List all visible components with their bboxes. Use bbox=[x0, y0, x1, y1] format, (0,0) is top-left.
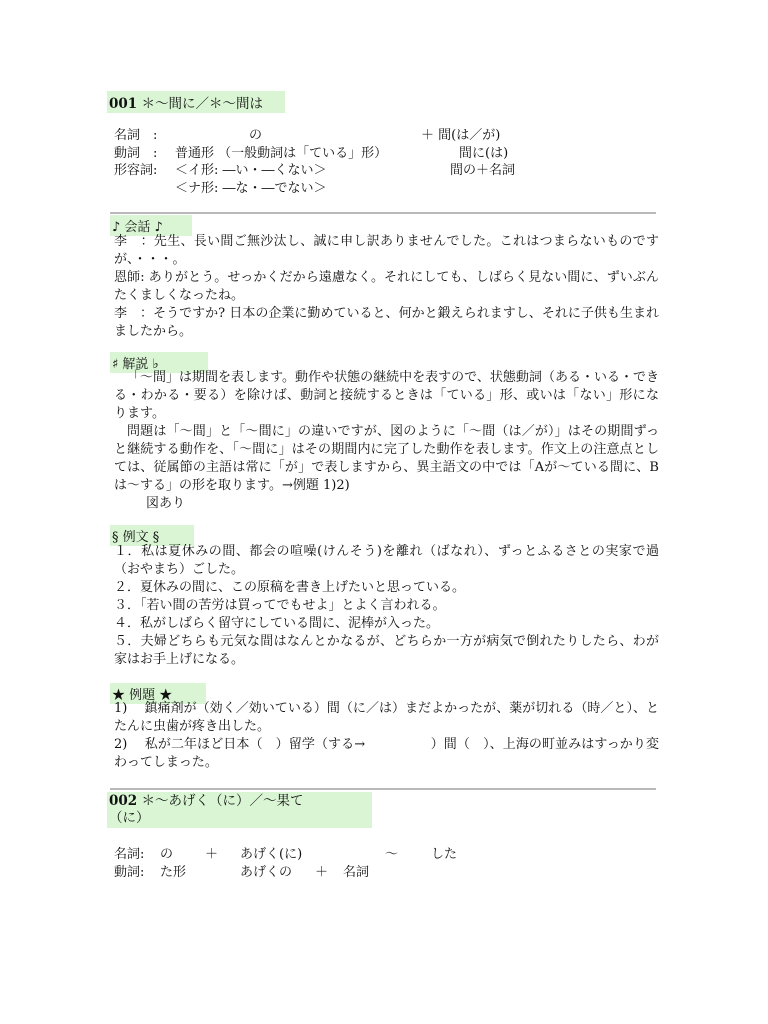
figure-note: 図あり bbox=[146, 496, 186, 511]
exercise-questions bbox=[114, 700, 659, 772]
exercise-question: 2) 私が二年ほど日本（ ）留学（する→ ）間（ ）、上海の町並みはすっかり変わってしまった。 bbox=[114, 737, 659, 770]
aida-no-meishi: 間の＋名詞 bbox=[450, 163, 516, 178]
ageku-ni: あげく(に) bbox=[240, 847, 303, 862]
verb-form: 普通形 （一般動詞は「ている」形） bbox=[175, 146, 388, 161]
noun-no: の bbox=[249, 128, 263, 143]
example-sentences bbox=[114, 543, 659, 669]
entry-title: ＊～間に／＊～間は bbox=[137, 96, 263, 112]
entry-title-continued: （に） bbox=[109, 810, 150, 826]
example-sentence: ３．「若い間の苦労は買ってでもせよ」とよく言われる。 bbox=[114, 598, 446, 613]
noun-label: 名詞 : bbox=[114, 128, 158, 143]
entry-heading-002 bbox=[107, 792, 372, 828]
example-sentence: ４．私がしばらく留守にしている間に、泥棒が入った。 bbox=[114, 616, 440, 631]
entry-heading-001 bbox=[107, 91, 285, 113]
tilde: ～ bbox=[385, 847, 399, 862]
aida-ni: 間に(は) bbox=[459, 146, 509, 161]
kaiwa-title: ♪ 会話 ♪ bbox=[110, 215, 192, 236]
shita: した bbox=[431, 847, 458, 862]
dialogue-line: 李 ：先生、長い間ご無沙汰し、誠に申し訳ありませんでした。これはつまらないものですが、・・・。 bbox=[114, 234, 659, 267]
explanation-paragraph: 「～間」は期間を表します。動作や状態の継続中を表すので、状態動詞（ある・いる・できる・わかる・要る）を除けば、動詞と接続するときは「ている」形、或いは「ない」形になります。 bbox=[114, 370, 659, 421]
entry-number: 002 bbox=[109, 793, 138, 809]
na-adjective: ＜ナ形: ―な・―でない＞ bbox=[175, 181, 327, 196]
entry-number: 001 bbox=[109, 96, 138, 112]
verb-label: 動詞: bbox=[114, 865, 145, 880]
verb-label: 動詞 : bbox=[114, 146, 158, 161]
plus-sign: ＋ bbox=[315, 865, 329, 880]
plus-sign: ＋ bbox=[205, 847, 219, 862]
kaisetsu-body bbox=[114, 369, 659, 513]
i-adjective: ＜イ形: ―い・―くない＞ bbox=[175, 163, 327, 178]
dialogue-line: 恩師: ありがとう。せっかくだから遠慮なく。それにしても、しばらく見ない間に、ずいぶんたくましくなったね。 bbox=[114, 270, 659, 303]
ta-form: た形 bbox=[160, 865, 187, 880]
explanation-paragraph: 問題は「～間」と「～間に」の違いですが、図のように「～間（は／が）」はその期間ずっと継続する動作を、「～間に」はその期間内に完了した動作を表します。作文上の注意点としては、従属節の主語は常に「が」で表しますから、異主語文の中では「Aが～ている間に、Bは～する」の形を取ります。→例題 1)2) bbox=[114, 424, 659, 493]
section-divider bbox=[110, 788, 656, 790]
example-sentence: ５．夫婦どちらも元気な間はなんとかなるが、どちらか一方が病気で倒れたりしたら、わが家はお手上げになる。 bbox=[114, 634, 659, 667]
section-divider bbox=[110, 212, 656, 214]
kaisetsu-title: ♯ 解説 ♭ bbox=[110, 352, 208, 373]
adj-label: 形容詞: bbox=[114, 163, 158, 178]
ageku-no: あげくの bbox=[240, 865, 293, 880]
exercise-question: 1) 鎮痛剤が（効く／効いている）間（に／は）まだよかったが、薬が切れる（時／と）、とたんに虫歯が疼き出した。 bbox=[114, 701, 659, 734]
entry-title: ＊～あげく（に）／～果て bbox=[137, 793, 304, 809]
plus-aida: ＋ 間(は／が) bbox=[421, 128, 501, 143]
reidai-title: ★ 例題 ★ bbox=[110, 683, 206, 704]
dialogue-line: 李 ：そうですか? 日本の企業に勤めていると、何かと鍛えられますし、それに子供も生まれましたから。 bbox=[114, 306, 659, 339]
noun-label: 名詞: bbox=[114, 847, 145, 862]
noun-no: の bbox=[160, 847, 174, 862]
reibun-title: § 例文 § bbox=[110, 525, 194, 546]
example-sentence: １．私は夏休みの間、都会の喧噪(けんそう)を離れ（ばなれ）、ずっとふるさとの実家で過（おやまち）ごした。 bbox=[114, 544, 659, 577]
example-sentence: ２．夏休みの間に、この原稿を書き上げたいと思っている。 bbox=[114, 580, 466, 595]
meishi: 名詞 bbox=[343, 865, 370, 880]
kaiwa-dialogue bbox=[114, 233, 659, 341]
